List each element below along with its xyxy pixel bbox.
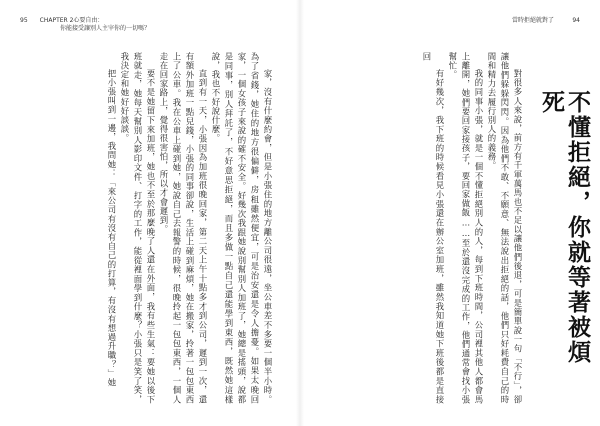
paragraph: 有好幾次，我下班的時候看見小張還在辦公室加班，雖然我知道她下班後都是直接回 <box>422 52 445 404</box>
paragraph: 對很多人來說，前方有千軍萬馬也不足以讓他們後退，可是簡單說一句「不行」，卻讓他們躲躲閃閃。因為他們不敢、不願意、無法說出拒絕的話，他們只好耗費自己的時間和精力去履行別人的義務。 <box>487 52 523 404</box>
chapter-label: CHAPTER 2 <box>39 17 74 24</box>
right-page-body <box>312 52 524 404</box>
paragraph: 直到有一天，小張因為加班很晚回家，第二天上午十點多才到公司，遲到一次，還有額外加班一點兒錢，小張的同事卻說，生活上碰到麻煩，她在搬家，拎著一包包東西上了公車。我在公車上碰到她，她說自己去報警的時候，很晚拎起一包包東西，一個人走在回家路上，覺得很害怕，所以才會遲到。 <box>159 52 208 404</box>
right-page <box>300 0 600 426</box>
right-page-header <box>512 17 554 25</box>
paragraph: 要不是她留下來加班，她也不至於那麼晚了人還在外面，我有些生氣：要她以後下班就走，她每天幫別人影印文件、打字的工作，能從裡面學到什麼？小張只是笑了笑，我決定和她好好談談。 <box>120 52 156 404</box>
left-page-body <box>44 52 274 404</box>
running-head: 當時拒絕就對了 <box>511 17 554 24</box>
paragraph: 家，沒有什麼約會，但是小張住的地方離公司很遠，坐公車差不多要一個半小時。為了省錢，她住的地方很偏僻，房租雖然便宜，可是治安還是令人擔憂。如果太晚回家，一個女孩子來說的確不安全。好幾次我跟她說別幫別人加班了，她總是搖頭，說都是同事，別人拜託了，不好意思拒絕，而且多做一點自己還能學到東西，既然她這樣說，我也不好說什麼。 <box>211 52 273 404</box>
chapter-subtitle: 你能接受讓別人主宰你的一切嗎？ <box>60 25 151 32</box>
chapter-title: 心要自由： <box>73 17 104 24</box>
right-page-folio: 94 <box>572 17 580 24</box>
paragraph: 我的同事小張，就是一個不懂拒絕別人的人，每到下班時間，公司裡其他人都會馬上離開，她們要回家接孩子，要回家做飯……至於還沒完成的工作，他們通常會找小張幫忙。 <box>448 52 484 404</box>
paragraph: 把小張叫到一邊，我問她：「來公司有沒有自己的打算，有沒有想過升職？」她 <box>107 68 117 387</box>
left-page-folio: 95 <box>20 17 28 24</box>
left-page-header <box>20 17 150 33</box>
section-title: 不懂拒絕，你就等著被煩死 <box>538 90 590 365</box>
